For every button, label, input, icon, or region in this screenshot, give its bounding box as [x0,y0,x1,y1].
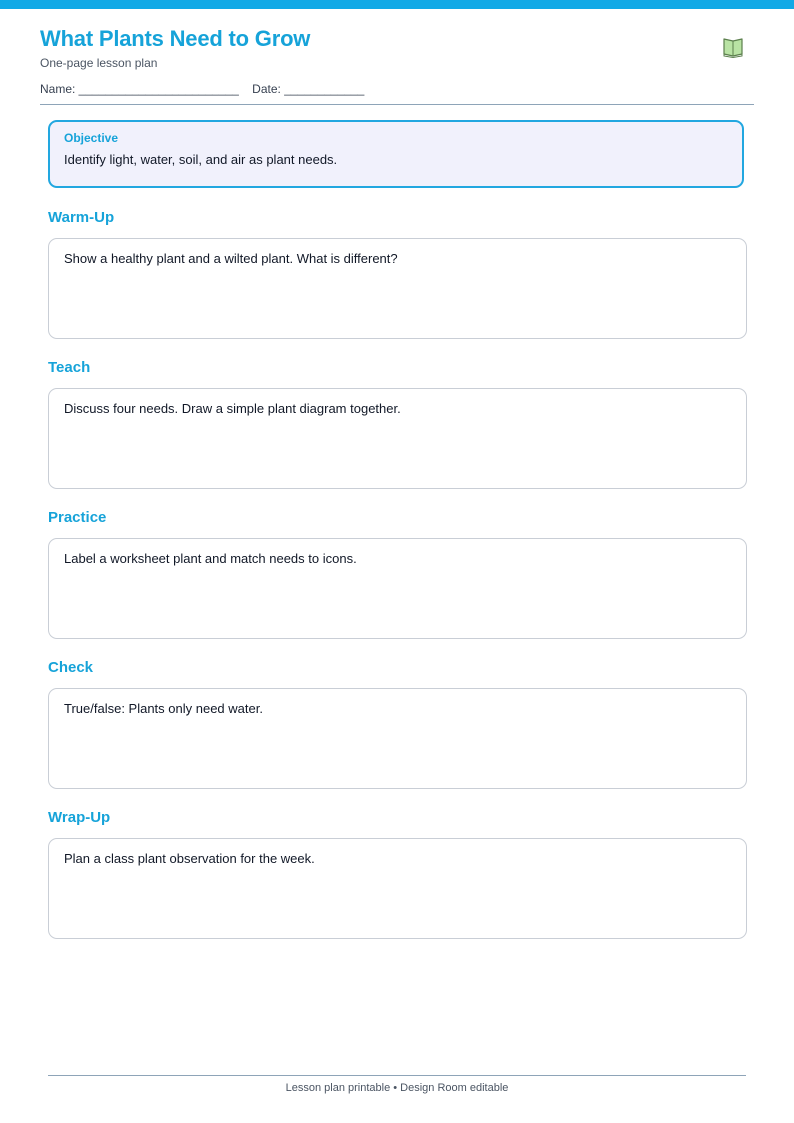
section-box-practice [48,538,747,639]
section-text-practice: Label a worksheet plant and match needs to icons. [64,551,357,566]
section-heading-warm-up: Warm-Up [48,209,115,226]
section-box-wrap-up [48,838,747,939]
section-box-check [48,688,747,789]
section-box-teach [48,388,747,489]
section-heading-check: Check [48,659,94,676]
objective-box [48,120,744,188]
footer-text: Lesson plan printable • Design Room editable [285,1082,509,1094]
section-text-warm-up: Show a healthy plant and a wilted plant. What is different? [64,251,398,266]
section-box-warm-up [48,238,747,339]
section-text-check: True/false: Plants only need water. [64,701,263,716]
section-heading-practice: Practice [48,509,107,526]
section-heading-teach: Teach [48,359,91,376]
header-divider [40,104,754,105]
footer-divider [48,1075,746,1076]
name-date-fields: Name: ________________________ Date: ____________ [40,82,365,96]
section-heading-wrap-up: Wrap-Up [48,809,111,826]
top-accent-bar [0,0,794,9]
book-icon [721,35,745,59]
objective-label: Objective [64,131,119,145]
section-text-wrap-up: Plan a class plant observation for the week. [64,851,315,866]
page-title: What Plants Need to Grow [40,26,311,51]
section-text-teach: Discuss four needs. Draw a simple plant diagram together. [64,401,401,416]
objective-text: Identify light, water, soil, and air as plant needs. [64,152,338,167]
page-subtitle: One-page lesson plan [40,56,158,70]
